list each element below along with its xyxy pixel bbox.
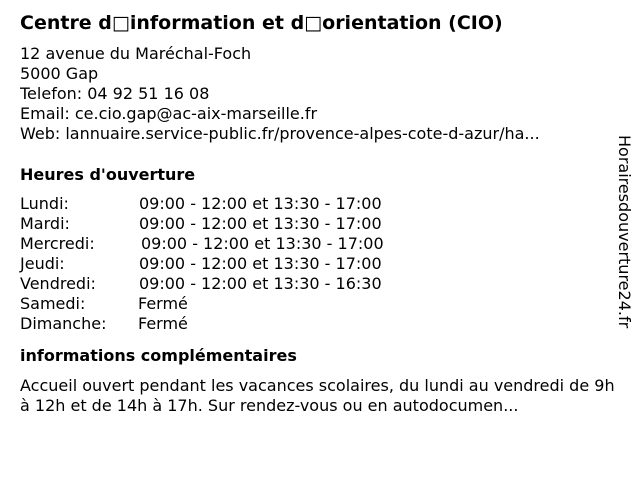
city: 5000 Gap [20,64,99,83]
hours-row [20,274,618,294]
hours-value: Fermé [138,294,188,313]
site-watermark: Horairesdouverture24.fr [615,135,634,329]
hours-value: 09:00 - 12:00 et 13:30 - 17:00 [139,214,382,233]
hours-value: 09:00 - 12:00 et 13:30 - 16:30 [139,274,382,293]
cio-info-card [20,10,618,416]
hours-value: 09:00 - 12:00 et 13:30 - 17:00 [139,194,382,213]
day-label: Vendredi: [20,274,96,293]
day-label: Samedi: [20,294,86,313]
email-link[interactable]: Email: ce.cio.gap@ac-aix-marseille.fr [20,104,318,123]
website-link[interactable]: Web: lannuaire.service-public.fr/provence-alpes-cote-d-azur/ha... [20,124,540,143]
street-address: 12 avenue du Maréchal-Foch [20,44,252,63]
hours-row [20,254,618,274]
info-heading: informations complémentaires [20,346,297,365]
hours-row [20,294,618,314]
hours-row [20,234,618,254]
day-label: Mardi: [20,214,70,233]
day-label: Mercredi: [20,234,95,253]
phone-number[interactable]: Telefon: 04 92 51 16 08 [20,84,210,103]
day-label: Jeudi: [20,254,65,273]
info-paragraph: Accueil ouvert pendant les vacances scolaires, du lundi au vendredi de 9h à 12h et de 14h à 17h. Sur rendez-vous ou en autodocumen... [20,376,615,415]
hours-heading: Heures d'ouverture [20,165,196,184]
hours-value: 09:00 - 12:00 et 13:30 - 17:00 [139,254,382,273]
hours-row [20,194,618,214]
hours-row [20,314,618,334]
day-label: Dimanche: [20,314,107,333]
day-label: Lundi: [20,194,69,213]
hours-value: Fermé [138,314,188,333]
page-title: Centre d□information et d□orientation (CIO) [20,12,503,34]
hours-table [20,194,618,334]
hours-row [20,214,618,234]
address-block [20,44,618,144]
hours-value: 09:00 - 12:00 et 13:30 - 17:00 [141,234,384,253]
